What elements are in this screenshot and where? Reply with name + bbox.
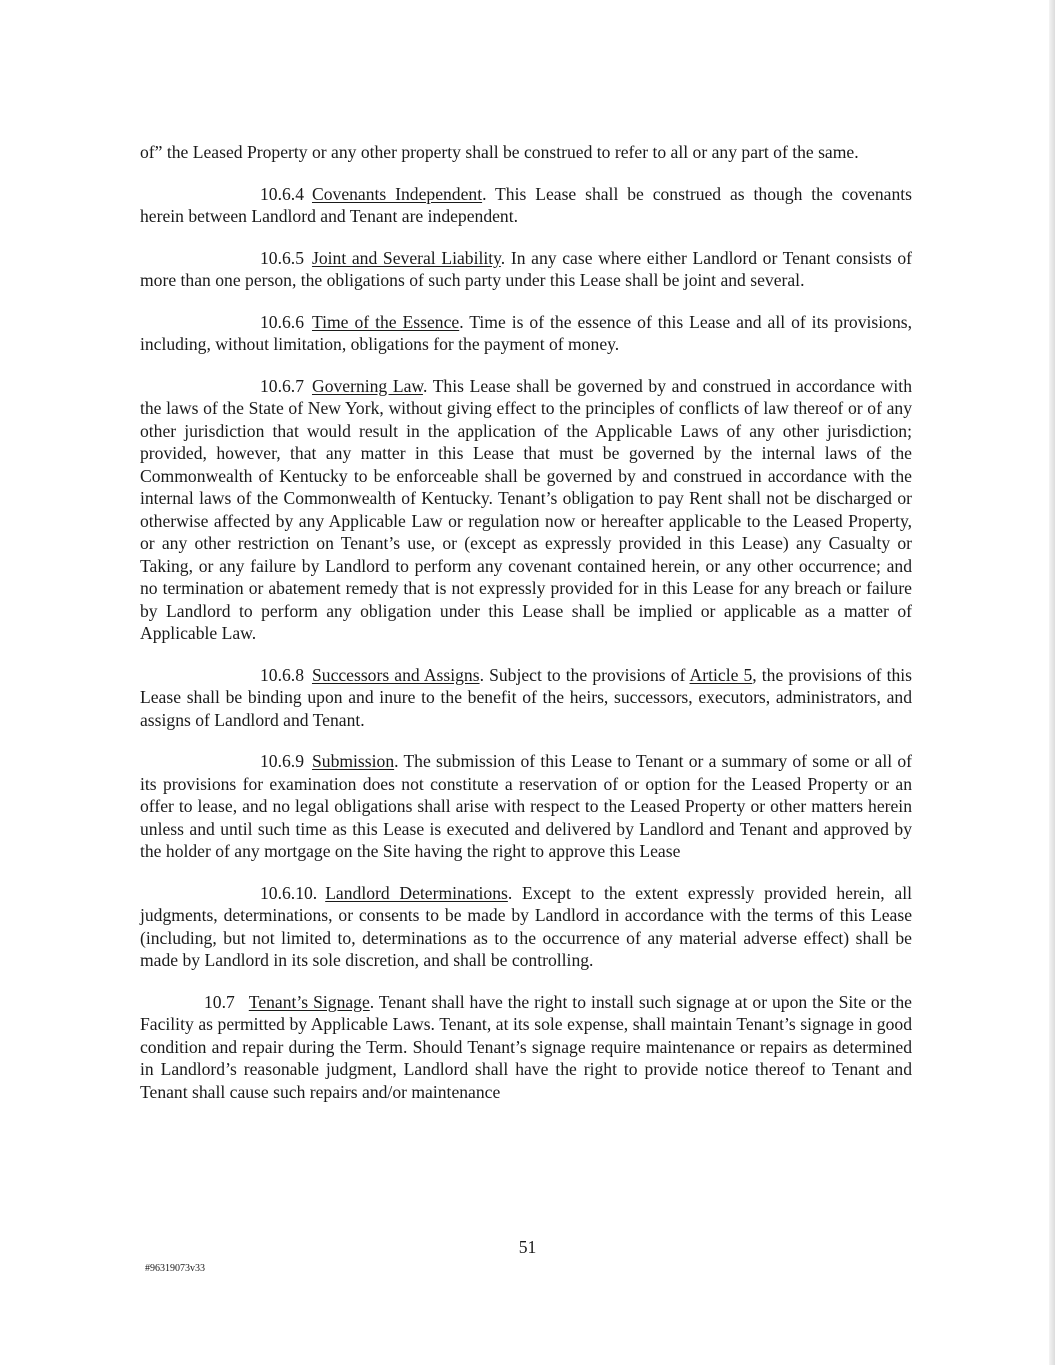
- page-edge: [1049, 0, 1055, 1365]
- section-number: 10.6.8: [260, 664, 304, 685]
- paragraph-continuation: [140, 141, 912, 164]
- section-number: 10.6.4: [260, 183, 304, 204]
- paragraph-text-lead: . Subject to the provisions of: [479, 664, 690, 685]
- section-number: 10.6.9: [260, 751, 304, 771]
- document-body: [140, 141, 912, 1122]
- paragraph-text: . Tenant shall have the right to install such signage at or upon the Site or the Facility as permitted by Applicable Laws. Tenant, at its sole expense, shall maintain Tenant’s signage in good condition and repair during the Term. Should Tenant’s signage require maintenance or repairs as determined in Landlord’s reasonable judgment, Landlord shall have the right to provide notice thereof to Tenant and Tenant shall cause such repairs and/or maintenance: [140, 991, 912, 1102]
- section-number: 10.6.10.: [260, 882, 318, 903]
- paragraph-text: . Except to the extent expressly provided herein, all judgments, determinations, or consents to be made by Landlord in accordance with the terms of this Lease (including, but not limited to, determinations as to the occurrence of any material adverse effect) shall be made by Landlord in its sole discretion, and shall be controlling.: [140, 882, 913, 970]
- section-title: Successors and Assigns: [311, 664, 480, 685]
- document-id: #96319073v33: [145, 1263, 205, 1274]
- paragraph-10-6-9: [140, 750, 912, 863]
- paragraph-10-6-6: [140, 311, 912, 356]
- section-number: 10.7: [204, 991, 235, 1012]
- section-number: 10.6.5: [260, 247, 304, 268]
- article-reference: Article 5: [689, 664, 753, 685]
- section-title: Landlord Determinations: [325, 882, 508, 903]
- paragraph-text: . The submission of this Lease to Tenant or a summary of some or all of its provisions for examination does not constitute a reservation of or option for the Leased Property or an offer to lease, and no legal obligations shall arise with respect to the Leased Property or other matters herein unless and until such time as this Lease is executed and delivered by Landlord and Tenant and approved by the holder of any mortgage on the Site having the right to approve this Lease: [140, 751, 912, 861]
- paragraph-text: . In any case where either Landlord or Tenant consists of more than one person, the obligations of such party under this Lease shall be joint and several.: [140, 247, 912, 290]
- section-title: Tenant’s Signage: [248, 991, 370, 1012]
- paragraph-10-7: [140, 991, 912, 1104]
- paragraph-text: . This Lease shall be construed as though the covenants herein between Landlord and Tenant are independent.: [140, 183, 912, 226]
- section-number: 10.6.6: [260, 311, 304, 332]
- section-title: Submission: [311, 751, 395, 771]
- paragraph-text: of” the Leased Property or any other property shall be construed to refer to all or any part of the same.: [140, 142, 859, 162]
- paragraph-10-6-7: [140, 375, 912, 645]
- paragraph-text: , the provisions of this Lease shall be binding upon and inure to the benefit of the heirs, successors, executors, administrators, and assigns of Landlord and Tenant.: [140, 664, 912, 730]
- section-title: Joint and Several Liability: [311, 247, 501, 268]
- paragraph-10-6-8: [140, 664, 912, 732]
- section-title: Governing Law: [311, 375, 423, 396]
- page-number: 51: [518, 1237, 537, 1257]
- section-number: 10.6.7: [260, 375, 304, 396]
- section-title: Covenants Independent: [311, 183, 483, 204]
- paragraph-10-6-10: [140, 882, 912, 972]
- paragraph-10-6-5: [140, 247, 912, 292]
- paragraph-10-6-4: [140, 183, 912, 228]
- paragraph-text: . This Lease shall be governed by and construed in accordance with the laws of the State of New York, without giving effect to the principles of conflicts of law thereof or of any other jurisdiction that would result in the application of the Applicable Laws of any other jurisdiction; provided, however, that any matter in this Lease that must be governed by the internal laws of the Commonwealth of Kentucky to be enforceable shall be governed by and construed in accordance with the internal laws of the Commonwealth of Kentucky. Tenant’s obligation to pay Rent shall not be discharged or otherwise affected by any Applicable Law or regulation now or hereafter applicable to the Leased Property, or any other restriction on Tenant’s use, or (except as expressly provided in this Lease) any Casualty or Taking, or any failure by Landlord to perform any covenant contained herein, or any other occurrence; and no termination or abatement remedy that is not expressly provided for in this Lease for any breach or failure by Landlord to perform any obligation under this Lease shall be implied or applicable as a matter of Applicable Law.: [140, 375, 912, 643]
- section-title: Time of the Essence: [311, 311, 460, 332]
- paragraph-text: . Time is of the essence of this Lease and all of its provisions, including, without limitation, obligations for the payment of money.: [140, 311, 912, 354]
